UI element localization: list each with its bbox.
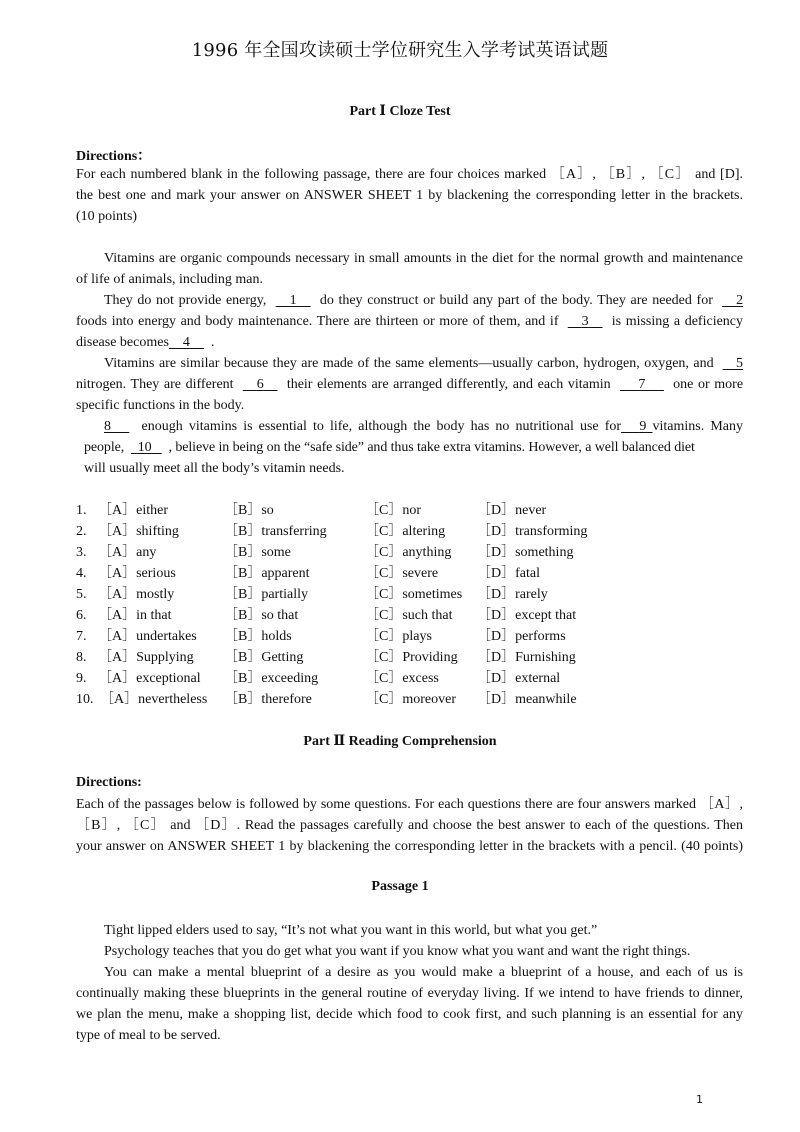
passage-text: enough vitamins is essential to life, although the body has no nutritional use for [141, 419, 622, 434]
passage-text: people, [84, 440, 125, 455]
option-b: ［B］exceeding [224, 671, 319, 686]
directions-line: Each of the passages below is followed by some questions. For each questions there are four answers marked ［A］, [76, 797, 743, 812]
option-c: ［C］plays [365, 629, 432, 644]
part1-heading: Part Ⅰ Cloze Test [349, 104, 451, 119]
passage-text: They do not provide energy, [104, 293, 267, 308]
blank-3: 3 [581, 314, 589, 329]
passage-line [76, 311, 743, 332]
passage-line [76, 374, 743, 395]
question-number: 1. [76, 503, 87, 518]
option-d: ［D］rarely [477, 587, 548, 602]
passage-line: continually making these blueprints in the general routine of everyday living. If we intend to have friends to dinner, [76, 986, 743, 1001]
cloze-passage [76, 248, 743, 479]
option-a: ［A］shifting [98, 524, 179, 539]
passage-line: Psychology teaches that you do get what you want if you know what you want and want the right things. [104, 944, 691, 959]
passage-text: , believe in being on the “safe side” and thus take extra vitamins. However, a well balanced diet [168, 440, 695, 455]
question-number: 4. [76, 566, 87, 581]
passage-line: of life of animals, including man. [76, 272, 264, 287]
passage-line: we plan the menu, make a shopping list, decide which food to cook first, and such planning is an essential for any [76, 1007, 743, 1022]
option-a: ［A］in that [98, 608, 172, 623]
blank-8: 8 [104, 419, 111, 434]
directions-line: your answer on ANSWER SHEET 1 by blackening the corresponding letter in the brackets with a pencil. (40 points) [76, 839, 743, 854]
option-a: ［A］serious [98, 566, 176, 581]
question-number: 3. [76, 545, 87, 560]
part1-directions [76, 164, 743, 227]
passage-text: do they construct or build any part of the body. They are needed for [319, 293, 713, 308]
question-number: 8. [76, 650, 87, 665]
option-b: ［B］some [224, 545, 291, 560]
option-a: ［A］nevertheless [100, 692, 208, 707]
passage-text: Vitamins are similar because they are made of the same elements—usually carbon, hydrogen, oxygen, and [104, 356, 714, 371]
passage-text: one or more [673, 377, 743, 392]
blank-10: 10 [137, 440, 152, 455]
part1-directions-label: Directions： [76, 149, 152, 164]
option-c: ［C］nor [365, 503, 421, 518]
option-c: ［C］moreover [365, 692, 456, 707]
passage-line [76, 416, 743, 437]
question-number: 10. [76, 692, 94, 707]
option-c: ［C］Providing [365, 650, 458, 665]
reading-passage [76, 920, 743, 1046]
option-d: ［D］Furnishing [477, 650, 576, 665]
passage-line: Tight lipped elders used to say, “It’s not what you want in this world, but what you get.” [104, 923, 598, 938]
directions-line: For each numbered blank in the following passage, there are four choices marked ［A］, ［B］, ［C］ and [D]. [76, 167, 743, 182]
passage-heading: Passage 1 [371, 879, 429, 894]
option-b: ［B］apparent [224, 566, 310, 581]
blank-9: 9 [639, 419, 647, 434]
blank-2: 2 [736, 293, 743, 308]
passage-text: is missing a deficiency [611, 314, 743, 329]
directions-line: ［B］, ［C］ and ［D］. Read the passages carefully and choose the best answer to each of the questions. Then [76, 818, 743, 833]
option-c: ［C］severe [365, 566, 439, 581]
option-d: ［D］except that [477, 608, 577, 623]
option-c: ［C］sometimes [365, 587, 463, 602]
option-c: ［C］such that [365, 608, 453, 623]
option-b: ［B］so [224, 503, 274, 518]
option-a: ［A］either [98, 503, 168, 518]
question-number: 5. [76, 587, 87, 602]
option-d: ［D］meanwhile [477, 692, 577, 707]
option-c: ［C］excess [365, 671, 439, 686]
blank-4: 4 [182, 335, 190, 350]
part2-directions-label: Directions: [76, 775, 142, 790]
passage-line: Vitamins are organic compounds necessary in small amounts in the diet for the normal growth and maintenance [104, 251, 743, 266]
passage-line: type of meal to be served. [76, 1028, 221, 1043]
passage-line [76, 332, 743, 353]
question-number: 7. [76, 629, 87, 644]
passage-line: will usually meet all the body’s vitamin needs. [84, 461, 345, 476]
option-a: ［A］undertakes [98, 629, 197, 644]
option-b: ［B］holds [224, 629, 292, 644]
option-a: ［A］mostly [98, 587, 175, 602]
option-d: ［D］transforming [477, 524, 588, 539]
option-a: ［A］Supplying [98, 650, 194, 665]
option-c: ［C］anything [365, 545, 452, 560]
question-number: 9. [76, 671, 87, 686]
passage-line [76, 290, 743, 311]
passage-line: specific functions in the body. [76, 398, 245, 413]
option-d: ［D］something [477, 545, 574, 560]
part2-directions [76, 794, 743, 857]
option-c: ［C］altering [365, 524, 446, 539]
page-number: 1 [696, 1093, 703, 1106]
option-d: ［D］performs [477, 629, 566, 644]
option-d: ［D］never [477, 503, 547, 518]
blank-7: 7 [638, 377, 646, 392]
passage-line: You can make a mental blueprint of a desire as you would make a blueprint of a house, and each of us is [104, 965, 743, 980]
option-d: ［D］fatal [477, 566, 540, 581]
option-b: ［B］partially [224, 587, 308, 602]
option-b: ［B］therefore [224, 692, 312, 707]
passage-text: vitamins. Many [652, 419, 743, 434]
blank-6: 6 [256, 377, 264, 392]
option-a: ［A］any [98, 545, 157, 560]
question-number: 2. [76, 524, 87, 539]
question-number: 6. [76, 608, 87, 623]
option-b: ［B］transferring [224, 524, 327, 539]
option-d: ［D］external [477, 671, 561, 686]
passage-text: foods into energy and body maintenance. There are thirteen or more of them, and if [76, 314, 559, 329]
blank-1: 1 [289, 293, 297, 308]
part2-heading: Part Ⅱ Reading Comprehension [303, 734, 497, 749]
passage-text: nitrogen. They are different [76, 377, 234, 392]
passage-text: disease becomes [76, 335, 169, 350]
option-b: ［B］Getting [224, 650, 304, 665]
exam-title: 1996 年全国攻读硕士学位研究生入学考试英语试题 [191, 40, 609, 61]
passage-line [76, 437, 743, 458]
passage-text: . [210, 335, 215, 350]
directions-line: (10 points) [76, 209, 138, 224]
directions-line: the best one and mark your answer on ANSWER SHEET 1 by blackening the corresponding letter in the brackets. [76, 188, 743, 203]
blank-5: 5 [736, 356, 743, 371]
option-a: ［A］exceptional [98, 671, 201, 686]
passage-text: their elements are arranged differently, and each vitamin [286, 377, 611, 392]
option-b: ［B］so that [224, 608, 299, 623]
passage-line [76, 353, 743, 374]
